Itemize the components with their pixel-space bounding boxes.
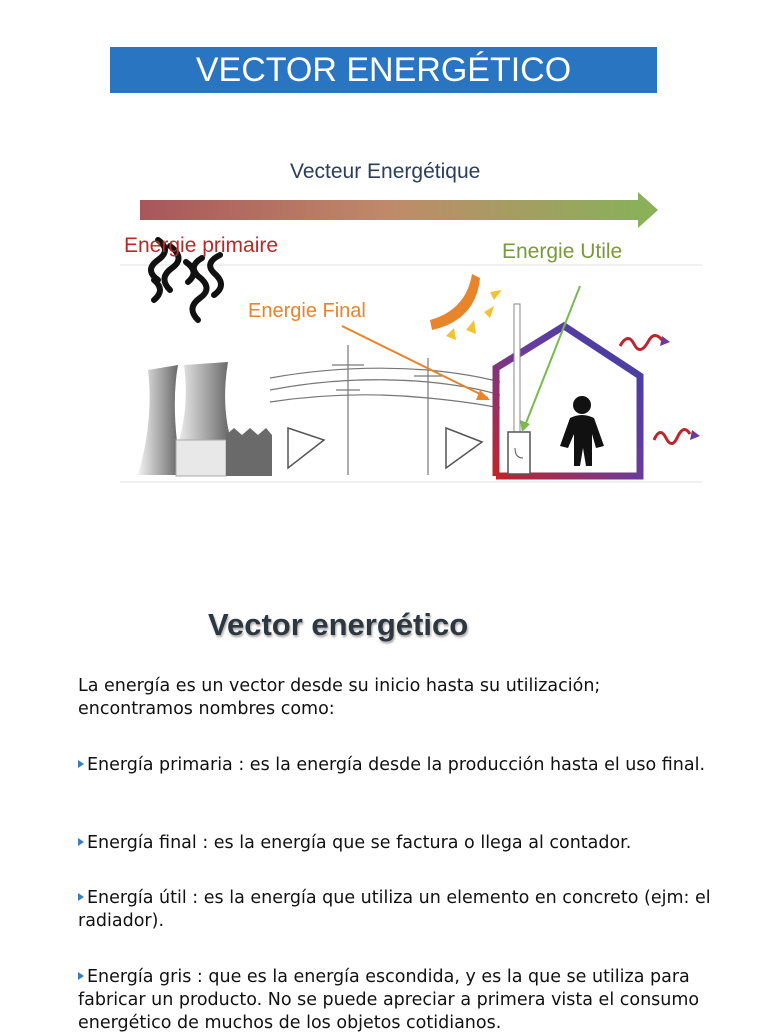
intro-paragraph: La energía es un vector desde su inicio hasta su utilización; encontramos nombres como: xyxy=(78,676,601,719)
list-item-text: Energía primaria : es la energía desde la producción hasta el uso final. xyxy=(87,755,706,775)
bullet-icon xyxy=(78,893,84,901)
bullet-icon xyxy=(78,760,84,768)
power-plant-icon xyxy=(138,240,272,476)
list-item-text: Energía gris : que es la energía escondida, y es la que se utiliza para fabricar un producto. No se puede apreciar a primera vista el consumo energético de muchos de los objetos cotidianos. xyxy=(78,967,700,1033)
list-item xyxy=(78,887,718,933)
energy-vector-diagram xyxy=(110,150,710,490)
bullet-icon xyxy=(78,838,84,846)
vecteur-arrow xyxy=(140,192,658,228)
list-item xyxy=(78,966,718,1035)
section-heading: Vector energético xyxy=(208,607,469,642)
list-item-text: Energía útil : es la energía que utiliza un elemento en concreto (ejm: el radiador). xyxy=(78,888,711,931)
heat-wave-icon xyxy=(620,335,700,443)
sun-icon xyxy=(430,274,502,340)
label-vecteur: Vecteur Energétique xyxy=(290,160,481,183)
label-utile: Energie Utile xyxy=(502,240,623,263)
diagram-drawing xyxy=(110,150,710,490)
list-item-text: Energía final : es la energía que se factura o llega al contador. xyxy=(87,833,632,853)
label-final: Energie Final xyxy=(248,300,366,322)
power-lines-icon xyxy=(270,345,500,475)
utile-arrow xyxy=(524,286,580,428)
person-icon xyxy=(560,396,604,466)
list-item xyxy=(78,754,718,777)
final-arrow xyxy=(342,326,488,398)
label-primaire: Energie primaire xyxy=(124,234,279,257)
bullet-icon xyxy=(78,972,84,980)
house-icon xyxy=(496,304,640,476)
list-item xyxy=(78,832,718,855)
page-title: VECTOR ENERGÉTICO xyxy=(110,47,657,93)
